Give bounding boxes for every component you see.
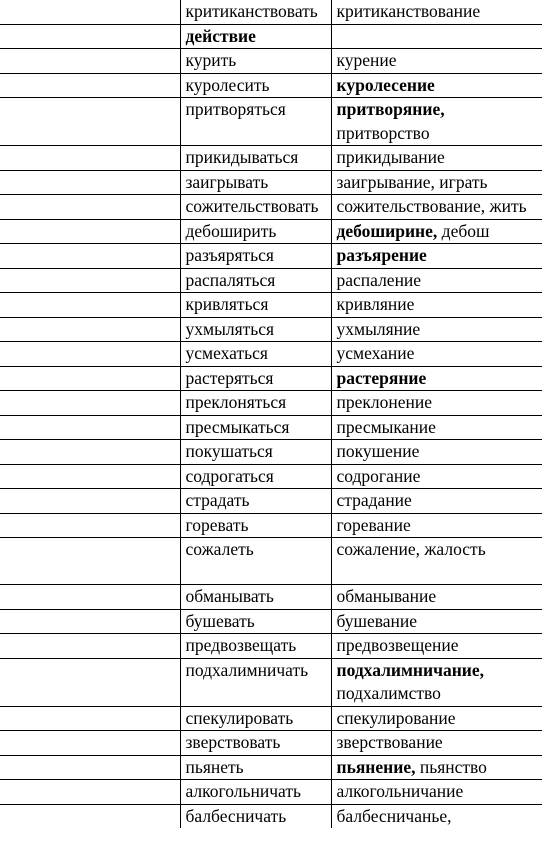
- verb-cell: [180, 244, 331, 269]
- noun-cell: [331, 268, 542, 293]
- noun-cell: [331, 170, 542, 195]
- table-row: [0, 268, 542, 293]
- noun-text: бушевание: [336, 610, 418, 631]
- noun-text-bold: притворяние,: [336, 99, 445, 119]
- verb-text: заигрывать: [185, 171, 269, 192]
- noun-cell: [331, 366, 542, 391]
- noun-text: балбесничанье,: [336, 805, 452, 826]
- noun-cell: [331, 440, 542, 465]
- noun-cell: [331, 538, 542, 585]
- table-row: [0, 366, 542, 391]
- noun-text: сожительствование, жить: [336, 196, 527, 216]
- noun-cell: [331, 317, 542, 342]
- noun-cell: [331, 342, 542, 367]
- verb-text: критиканствовать: [185, 1, 318, 21]
- verb-cell: [180, 0, 331, 24]
- table-row: [0, 317, 542, 342]
- noun-cell: [331, 293, 542, 318]
- noun-cell: [331, 0, 542, 24]
- noun-text: курение: [336, 50, 397, 70]
- verb-text: покушаться: [185, 441, 273, 461]
- noun-text: притворство: [336, 122, 430, 143]
- verb-text: сожительствовать: [185, 196, 319, 216]
- verb-cell: [180, 731, 331, 756]
- verb-text: действие: [185, 25, 256, 46]
- empty-cell: [0, 440, 180, 465]
- empty-cell: [0, 804, 180, 828]
- noun-text: ухмыляние: [336, 318, 421, 339]
- verb-cell: [180, 268, 331, 293]
- noun-cell: [331, 24, 542, 49]
- table-row: [0, 585, 542, 610]
- noun-text: предвозвещение: [336, 635, 459, 655]
- verb-text: ухмыляться: [185, 318, 275, 339]
- noun-text-bold: подхалимничание,: [336, 659, 485, 680]
- verb-cell: [180, 219, 331, 244]
- noun-text: алкогольничание: [336, 781, 464, 801]
- table-row: [0, 146, 542, 171]
- verb-text: прикидываться: [185, 147, 299, 167]
- verb-cell: [180, 73, 331, 98]
- verb-text: пьянеть: [185, 756, 244, 777]
- empty-cell: [0, 391, 180, 416]
- table-row: [0, 293, 542, 318]
- empty-cell: [0, 706, 180, 731]
- empty-cell: [0, 658, 180, 706]
- noun-cell: [331, 73, 542, 98]
- empty-cell: [0, 146, 180, 171]
- noun-cell: [331, 219, 542, 244]
- empty-cell: [0, 585, 180, 610]
- empty-cell: [0, 219, 180, 244]
- verb-text: предвозвещать: [185, 635, 297, 655]
- verb-text: содрогаться: [185, 465, 274, 486]
- noun-text: заигрывание, играть: [336, 171, 488, 192]
- table-row: [0, 755, 542, 780]
- noun-text: распаление: [336, 269, 422, 290]
- table-row: [0, 464, 542, 489]
- verb-cell: [180, 415, 331, 440]
- table-row: [0, 706, 542, 731]
- noun-cell: [331, 804, 542, 828]
- table-row: [0, 244, 542, 269]
- verb-cell: [180, 317, 331, 342]
- empty-cell: [0, 49, 180, 74]
- verb-text: разъяряться: [185, 245, 274, 265]
- verb-text: куролесить: [185, 74, 270, 95]
- noun-cell: [331, 706, 542, 731]
- verb-text: курить: [185, 50, 237, 70]
- table-row: [0, 219, 542, 244]
- noun-text: содрогание: [336, 465, 421, 486]
- verb-text: сожалеть: [185, 539, 254, 559]
- verb-text: преклоняться: [185, 392, 287, 412]
- table-row: [0, 780, 542, 805]
- noun-cell: [331, 195, 542, 220]
- verb-cell: [180, 391, 331, 416]
- table-row: [0, 609, 542, 634]
- noun-text: страдание: [336, 490, 412, 510]
- noun-text: спекулирование: [336, 707, 456, 728]
- table-row: [0, 49, 542, 74]
- noun-cell: [331, 146, 542, 171]
- verb-text: балбесничать: [185, 805, 287, 826]
- verb-text: подхалимничать: [185, 659, 309, 680]
- table-row: [0, 440, 542, 465]
- noun-cell: [331, 391, 542, 416]
- noun-text: прикидывание: [336, 147, 445, 167]
- noun-text: пресмыкание: [336, 416, 436, 437]
- noun-cell: [331, 585, 542, 610]
- verb-text: распаляться: [185, 269, 276, 290]
- noun-text: кривляние: [336, 294, 415, 314]
- verb-cell: [180, 780, 331, 805]
- noun-cell: [331, 513, 542, 538]
- empty-cell: [0, 634, 180, 659]
- verb-cell: [180, 49, 331, 74]
- verb-text: бушевать: [185, 610, 255, 631]
- noun-cell: [331, 244, 542, 269]
- verb-cell: [180, 755, 331, 780]
- verb-text: страдать: [185, 490, 250, 510]
- empty-cell: [0, 293, 180, 318]
- empty-cell: [0, 780, 180, 805]
- empty-cell: [0, 244, 180, 269]
- noun-text-bold: дебоширине,: [336, 220, 438, 241]
- empty-cell: [0, 342, 180, 367]
- empty-cell: [0, 755, 180, 780]
- verb-cell: [180, 609, 331, 634]
- noun-text: зверствование: [336, 732, 443, 752]
- noun-cell: [331, 658, 542, 706]
- empty-cell: [0, 609, 180, 634]
- verb-text: дебоширить: [185, 220, 277, 241]
- noun-cell: [331, 49, 542, 74]
- noun-text: усмехание: [336, 343, 415, 363]
- verb-cell: [180, 513, 331, 538]
- verb-cell: [180, 658, 331, 706]
- empty-cell: [0, 0, 180, 24]
- verb-cell: [180, 146, 331, 171]
- table-row: [0, 489, 542, 514]
- empty-cell: [0, 489, 180, 514]
- noun-text: сожаление, жалость: [336, 539, 486, 559]
- verb-text: спекулировать: [185, 707, 294, 728]
- verb-text: горевать: [185, 514, 249, 535]
- table-row: [0, 538, 542, 585]
- noun-cell: [331, 464, 542, 489]
- verb-text: алкогольничать: [185, 781, 301, 801]
- noun-text: критиканствование: [336, 1, 481, 21]
- noun-cell: [331, 489, 542, 514]
- verb-cell: [180, 489, 331, 514]
- verb-cell: [180, 634, 331, 659]
- verb-cell: [180, 342, 331, 367]
- empty-cell: [0, 98, 180, 146]
- verb-text: притворяться: [185, 99, 286, 119]
- empty-cell: [0, 170, 180, 195]
- verb-cell: [180, 538, 331, 585]
- noun-text-bold: разъярение: [336, 245, 427, 265]
- verb-cell: [180, 170, 331, 195]
- noun-text-bold: пьянение,: [336, 756, 416, 777]
- empty-cell: [0, 366, 180, 391]
- noun-text: покушение: [336, 441, 420, 461]
- table-row: [0, 658, 542, 706]
- verb-cell: [180, 24, 331, 49]
- noun-cell: [331, 634, 542, 659]
- noun-text: обманывание: [336, 586, 437, 606]
- verb-cell: [180, 293, 331, 318]
- noun-cell: [331, 731, 542, 756]
- noun-text-bold: куролесение: [336, 74, 435, 95]
- table-row: [0, 24, 542, 49]
- verb-cell: [180, 440, 331, 465]
- empty-cell: [0, 513, 180, 538]
- noun-cell: [331, 609, 542, 634]
- table-row: [0, 415, 542, 440]
- verb-cell: [180, 366, 331, 391]
- noun-cell: [331, 780, 542, 805]
- noun-text-bold: растеряние: [336, 367, 427, 388]
- noun-cell: [331, 755, 542, 780]
- table-row: [0, 195, 542, 220]
- empty-cell: [0, 268, 180, 293]
- empty-cell: [0, 73, 180, 98]
- noun-text: пьянство: [415, 756, 487, 777]
- verb-cell: [180, 804, 331, 828]
- verb-text: пресмыкаться: [185, 416, 290, 437]
- table-row: [0, 634, 542, 659]
- noun-text: дебош: [437, 220, 490, 241]
- table-row: [0, 731, 542, 756]
- noun-cell: [331, 98, 542, 146]
- verb-cell: [180, 706, 331, 731]
- noun-text: горевание: [336, 514, 411, 535]
- table-row: [0, 98, 542, 146]
- empty-cell: [0, 24, 180, 49]
- noun-text: преклонение: [336, 392, 432, 412]
- empty-cell: [0, 464, 180, 489]
- table-row: [0, 391, 542, 416]
- verb-text: усмехаться: [185, 343, 268, 363]
- table-row: [0, 513, 542, 538]
- table-row: [0, 73, 542, 98]
- noun-cell: [331, 415, 542, 440]
- empty-cell: [0, 731, 180, 756]
- empty-cell: [0, 195, 180, 220]
- table-row: [0, 342, 542, 367]
- noun-text: подхалимство: [336, 683, 441, 703]
- table-row: [0, 170, 542, 195]
- verb-text: обманывать: [185, 586, 274, 606]
- verb-cell: [180, 98, 331, 146]
- verb-cell: [180, 585, 331, 610]
- verb-cell: [180, 195, 331, 220]
- empty-cell: [0, 538, 180, 585]
- empty-cell: [0, 317, 180, 342]
- empty-cell: [0, 415, 180, 440]
- table-row: [0, 804, 542, 828]
- verb-cell: [180, 464, 331, 489]
- table-row: [0, 0, 542, 24]
- verb-text: растеряться: [185, 367, 274, 388]
- verb-text: зверствовать: [185, 732, 281, 752]
- verb-text: кривляться: [185, 294, 269, 314]
